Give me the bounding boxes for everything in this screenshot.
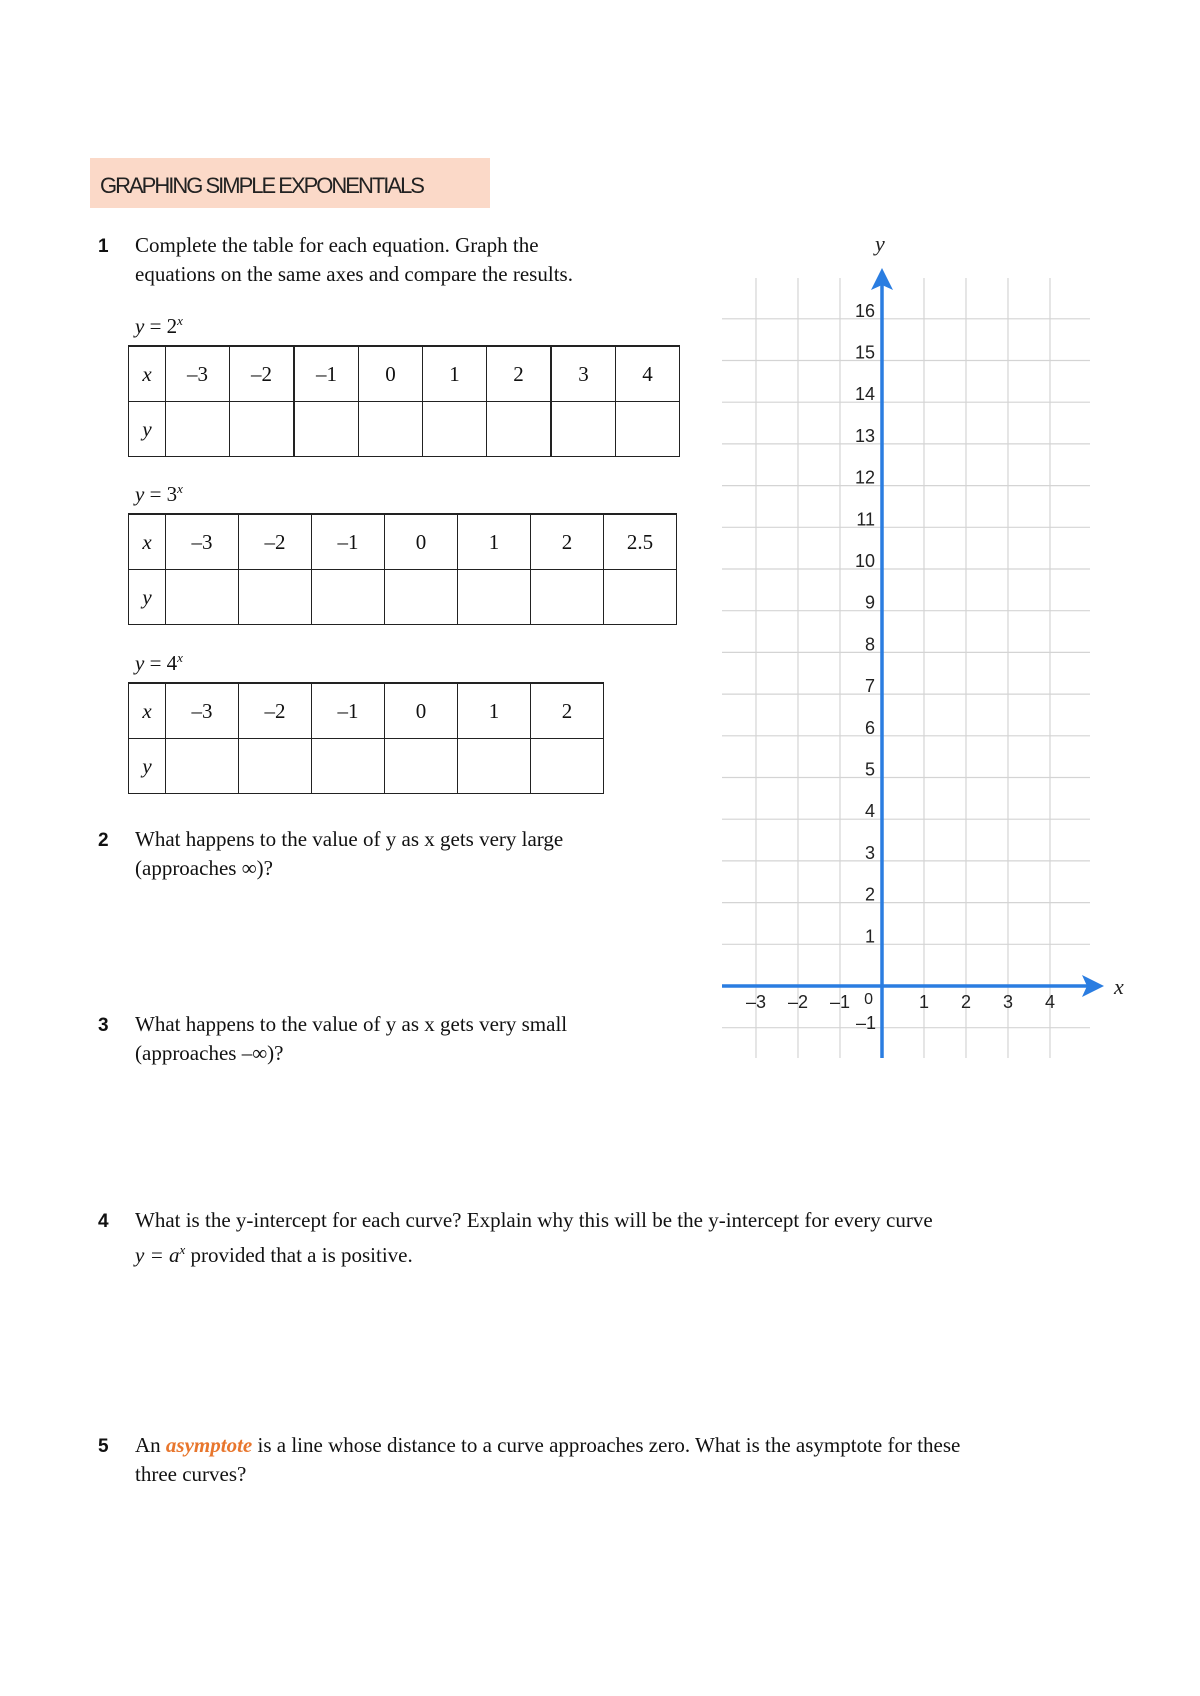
y-tick-label: 10: [854, 551, 875, 571]
question-1-number: 1: [98, 236, 109, 257]
equation-label-2: y = 3$^x$: [135, 481, 183, 506]
table-cell-x-value: 1: [458, 683, 531, 739]
axes: [722, 268, 1104, 1058]
table-cell-x-value: –1: [294, 346, 359, 402]
question-1-line-1: Complete the table for each equation. Graph the: [135, 233, 539, 257]
table-cell-x-value: –2: [230, 346, 295, 402]
question-1-line-2: equations on the same axes and compare the results.: [135, 262, 573, 286]
y-tick-label: 13: [854, 425, 875, 446]
x-tick-label: 2: [960, 992, 972, 1012]
x-tick-label: –1: [829, 992, 851, 1012]
equation-label-1: y = 2$^x$: [135, 313, 183, 338]
y-tick-label: 4: [864, 801, 875, 822]
y-tick-label: 14: [854, 384, 875, 405]
table-cell-x-value: –2: [239, 514, 312, 570]
equation-label-3: y = 4$^x$: [135, 650, 183, 675]
question-4-line-1: What is the y-intercept for each curve? Explain why this will be the y-intercept for every curve: [135, 1208, 933, 1232]
table-cell-x-value: –1: [312, 514, 385, 570]
asymptote-term: asymptote: [165, 1433, 253, 1457]
table-cell-x-value: 2.5: [604, 514, 677, 570]
table-cell-y-label: y: [129, 739, 166, 794]
y-tick-label: 8: [864, 634, 875, 655]
table-cell-x-value: –3: [166, 346, 230, 402]
worksheet-title: GRAPHING SIMPLE EXPONENTIALS: [100, 173, 423, 198]
x-tick-label: 3: [1002, 992, 1014, 1012]
question-5-line-2: three curves?: [135, 1462, 247, 1486]
question-4-number: 4: [98, 1211, 109, 1232]
table-cell-y-label: y: [129, 570, 166, 625]
table-cell-x-value: 0: [359, 346, 423, 402]
table-cell-x-label: x: [129, 683, 166, 739]
table-cell-x-value: –1: [312, 683, 385, 739]
x-tick-label: –3: [745, 992, 767, 1012]
y-tick-label: 15: [854, 342, 875, 363]
question-2-line-2: (approaches ∞)?: [135, 856, 273, 880]
table-cell-x-value: 0: [385, 683, 458, 739]
y-tick-label: 12: [854, 467, 875, 488]
table-cell-x-value: 2: [487, 346, 552, 402]
x-tick-label: 4: [1044, 992, 1056, 1012]
table-cell-x-value: 0: [385, 514, 458, 570]
question-3-line-1: What happens to the value of y as x gets very small: [135, 1012, 568, 1036]
table-cell-y-label: y: [129, 402, 166, 457]
table-cell-x-value: –3: [166, 683, 239, 739]
y-tick-label: 16: [854, 300, 875, 321]
table-cell-x-label: x: [129, 346, 166, 402]
y-tick-label: 1: [864, 926, 875, 947]
x-tick-label: –2: [787, 992, 809, 1012]
y-tick-label-negative: –1: [855, 1013, 876, 1033]
table-cell-x-value: 1: [423, 346, 487, 402]
question-2-number: 2: [98, 830, 109, 851]
question-3-line-2: (approaches –∞)?: [135, 1041, 284, 1065]
question-3-number: 3: [98, 1015, 109, 1036]
question-5-number: 5: [98, 1436, 109, 1457]
y-tick-label: 7: [864, 676, 875, 697]
x-axis-label: x: [1114, 974, 1124, 999]
y-axis-label: y: [875, 231, 885, 256]
y-tick-label: 11: [856, 509, 875, 530]
table-cell-x-value: –2: [239, 683, 312, 739]
question-4-line-2: $y = a^x$ provided that a is positive.: [135, 1242, 413, 1267]
y-tick-label: 6: [864, 717, 875, 738]
table-cell-x-value: 2: [531, 683, 604, 739]
table-cell-x-value: 2: [531, 514, 604, 570]
tick-labels: [746, 231, 1124, 1033]
question-5-line-1: An asymptote is a line whose distance to a curve approaches zero. What is the asymptote for these: [135, 1433, 961, 1457]
grid-lines: [722, 278, 1090, 1058]
table-cell-x-value: 4: [616, 346, 680, 402]
table-cell-x-value: 3: [551, 346, 616, 402]
y-tick-label: 2: [864, 884, 875, 905]
table-cell-x-value: 1: [458, 514, 531, 570]
origin-label: 0: [864, 991, 873, 1008]
y-tick-label: 9: [864, 592, 875, 613]
question-2-line-1: What happens to the value of y as x gets very large: [135, 827, 564, 851]
table-cell-x-value: –3: [166, 514, 239, 570]
y-tick-label: 3: [864, 842, 875, 863]
y-tick-label: 5: [864, 759, 875, 780]
table-cell-x-label: x: [129, 514, 166, 570]
x-tick-label: 1: [918, 992, 930, 1012]
